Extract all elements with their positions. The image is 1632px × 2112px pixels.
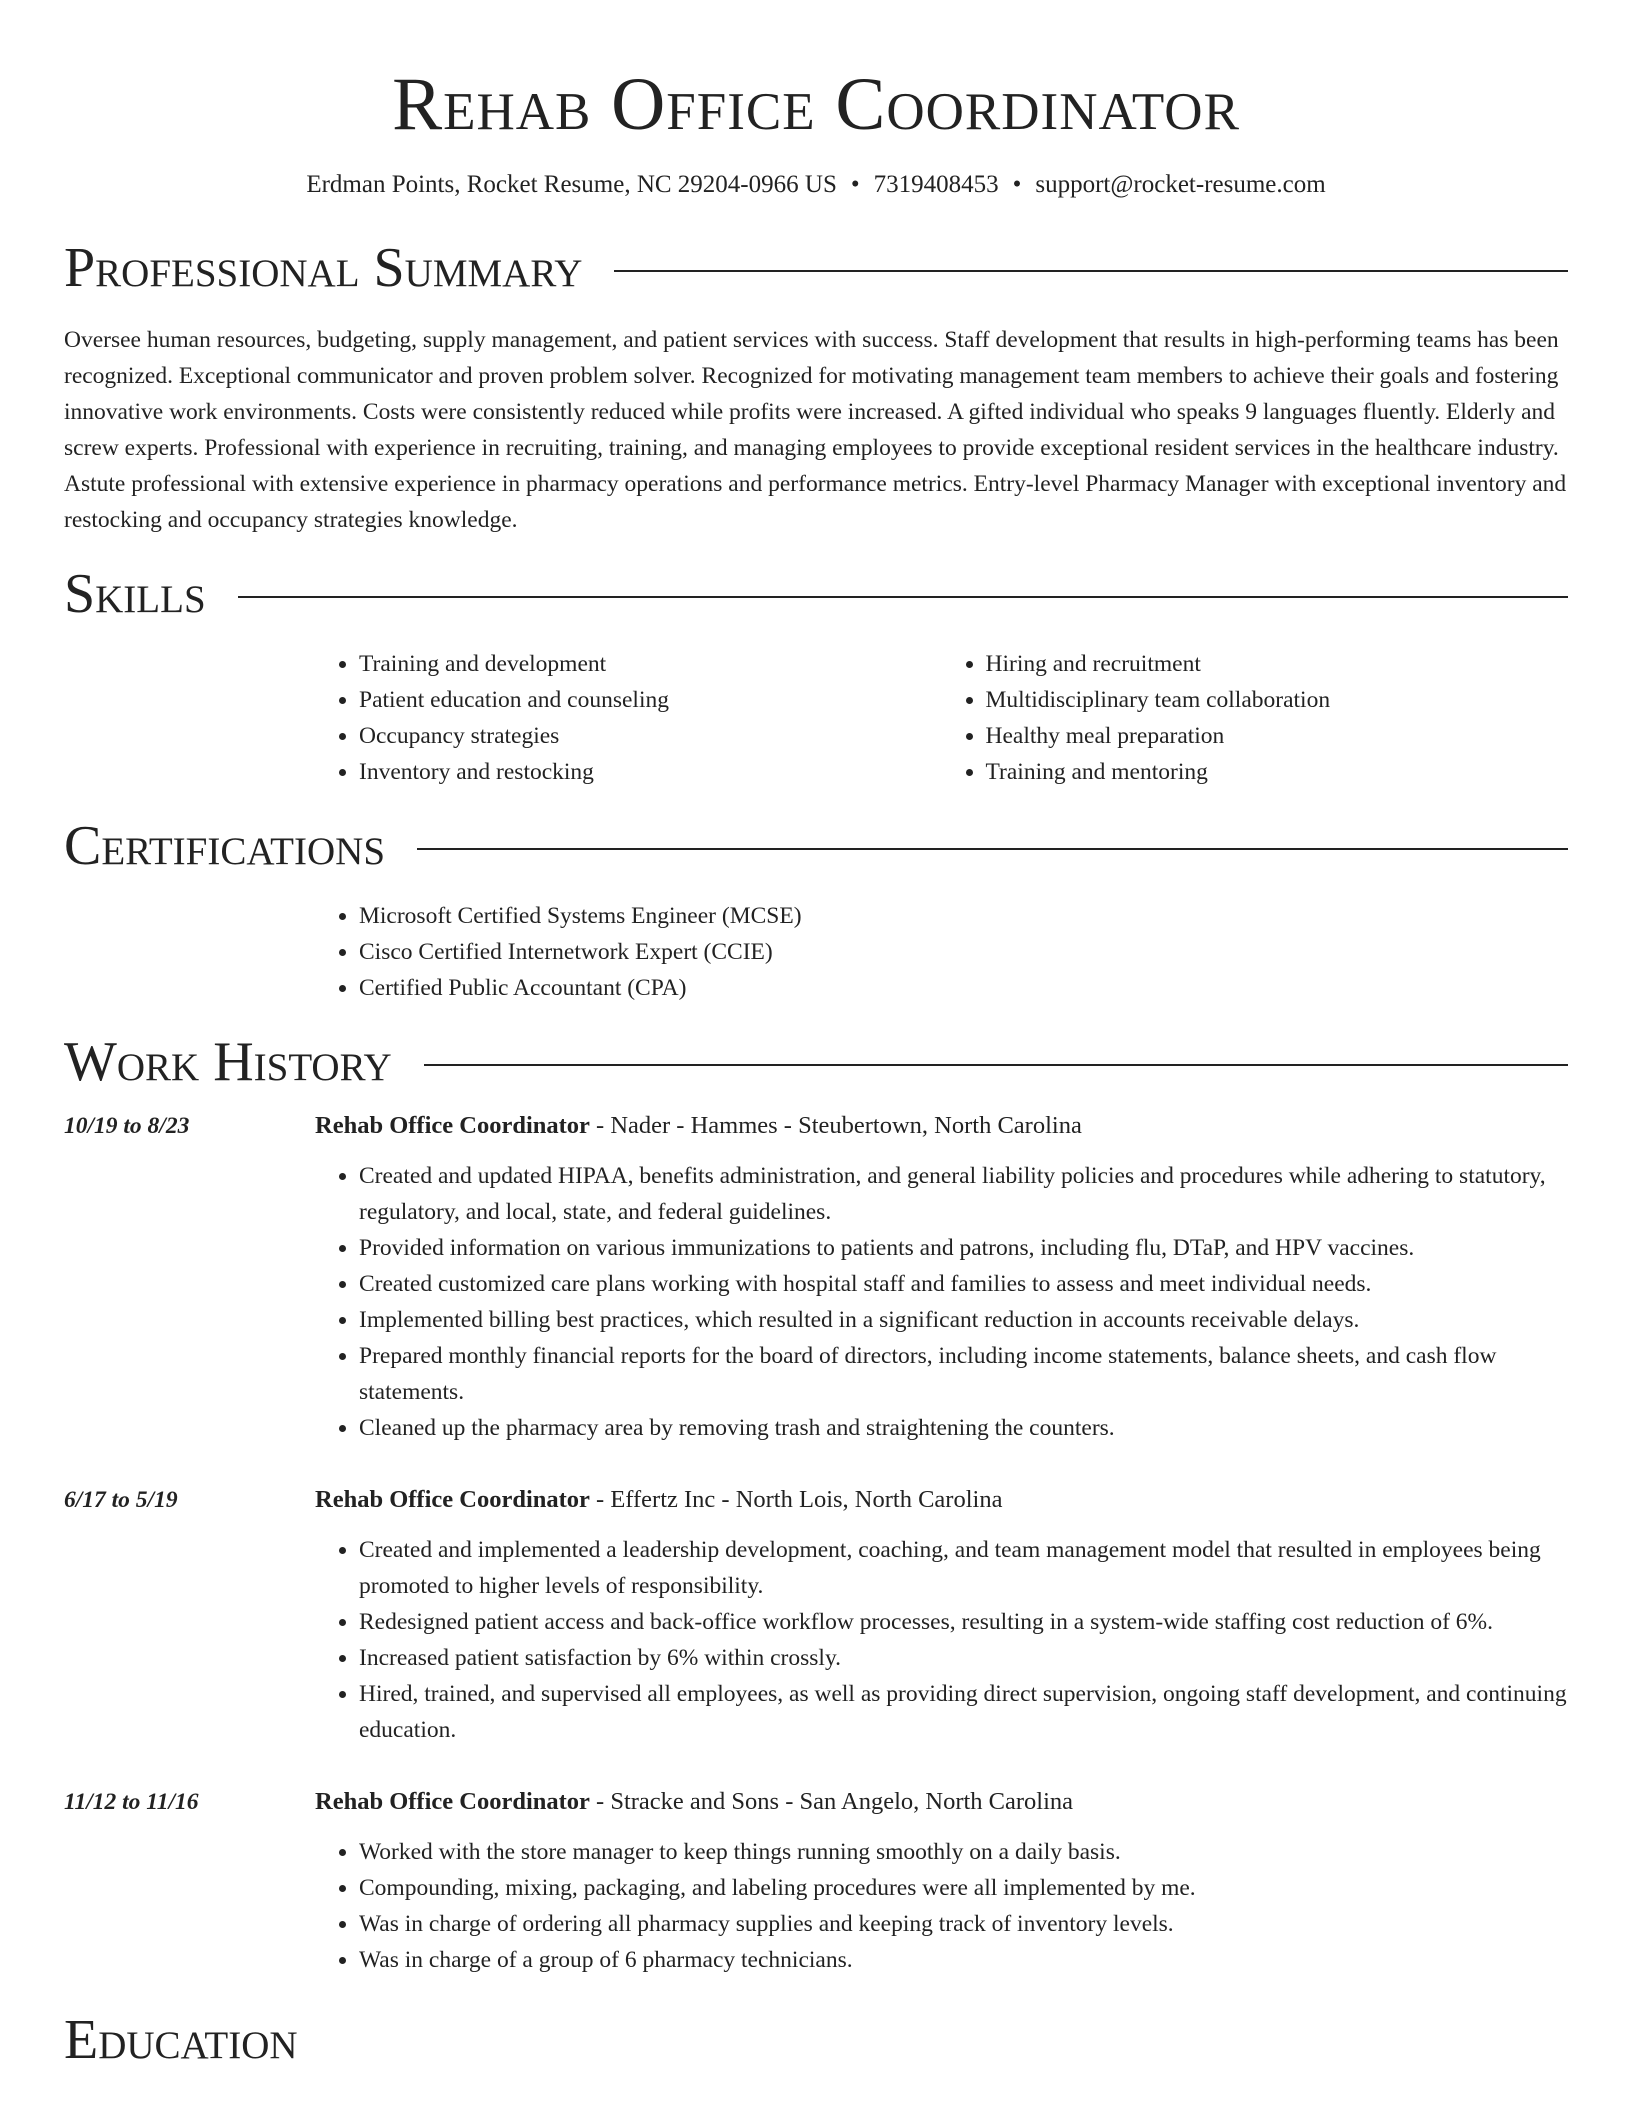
certification-item: • Certified Public Accountant (CPA) [359,970,1568,1006]
job-bullet: • Redesigned patient access and back-office workflow processes, resulting in a system-wide staffing cost reduction of 6%. [359,1604,1568,1640]
job-details: - Effertz Inc - North Lois, North Carolina [589,1486,1003,1513]
skills-column-right [942,646,1569,790]
job-bullet: • Created and implemented a leadership development, coaching, and team management model that resulted in employees being promoted to higher levels of responsibility. [359,1532,1568,1604]
skill-item: • Inventory and restocking [359,754,942,790]
certifications-list [315,898,1568,1006]
contact-separator: • [850,171,860,198]
job-bullet: • Worked with the store manager to keep things running smoothly on a daily basis. [359,1834,1568,1870]
job-body [315,1784,1568,1978]
section-divider [424,1064,1568,1066]
skill-item: • Hiring and recruitment [986,646,1569,682]
job-bullet: • Compounding, mixing, packaging, and labeling procedures were all implemented by me. [359,1870,1568,1906]
skills-list [315,646,1568,790]
job-entry [64,1108,1568,1446]
job-bullet: • Implemented billing best practices, which resulted in a significant reduction in accounts receivable delays. [359,1302,1568,1338]
job-details: - Stracke and Sons - San Angelo, North Carolina [589,1788,1074,1815]
skills-column-left [315,646,942,790]
skill-item: • Patient education and counseling [359,682,942,718]
skill-item: • Training and development [359,646,942,682]
skill-item: • Healthy meal preparation [986,718,1569,754]
certification-item: • Microsoft Certified Systems Engineer (MCSE) [359,898,1568,934]
summary-section-header [64,236,1568,300]
job-bullet: • Increased patient satisfaction by 6% within crossly. [359,1640,1568,1676]
certification-item: • Cisco Certified Internetwork Expert (CCIE) [359,934,1568,970]
job-entry [64,1482,1568,1748]
job-body [315,1108,1568,1446]
education-heading: Education [64,2009,298,2071]
contact-separator: • [1012,171,1022,198]
skills-heading: Skills [64,563,206,625]
job-details: - Nader - Hammes - Steubertown, North Carolina [589,1112,1082,1139]
contact-email[interactable]: support@rocket-resume.com [1035,171,1326,198]
job-bullets [315,1532,1568,1748]
job-bullet: • Was in charge of ordering all pharmacy supplies and keeping track of inventory levels. [359,1906,1568,1942]
skill-item: • Training and mentoring [986,754,1569,790]
job-bullet: • Provided information on various immunizations to patients and patrons, including flu, DTaP, and HPV vaccines. [359,1230,1568,1266]
job-title: Rehab Office Coordinator [315,1788,590,1815]
job-body [315,1482,1568,1748]
section-divider [238,596,1568,598]
summary-text: Oversee human resources, budgeting, supply management, and patient services with success. Staff development that results in high-performing teams has been recognized. Exceptional communicator and proven problem solver. Recognized for motivating management team members to achieve their goals and fostering innovative work environments. Costs were consistently reduced while profits were increased. A gifted individual who speaks 9 languages fluently. Elderly and screw experts. Professional with experience in recruiting, training, and managing employees to provide exceptional resident services in the healthcare industry. Astute professional with extensive experience in pharmacy operations and performance metrics. Entry-level Pharmacy Manager with exceptional inventory and restocking and occupancy strategies knowledge. [64,327,1567,533]
job-dates: 11/12 to 11/16 [64,1789,199,1815]
page-title: Rehab Office Coordinator [392,63,1240,146]
section-divider [417,848,1568,850]
job-bullet: • Hired, trained, and supervised all employees, as well as providing direct supervision, ongoing staff development, and continuing education. [359,1676,1568,1748]
summary-heading: Professional Summary [64,237,583,299]
job-dates: 10/19 to 8/23 [64,1113,190,1139]
skills-section-header [64,562,1568,626]
skill-item: • Occupancy strategies [359,718,942,754]
job-bullet: • Created and updated HIPAA, benefits administration, and general liability policies and procedures while adhering to statutory, regulatory, and local, state, and federal guidelines. [359,1158,1568,1230]
job-heading [315,1108,1568,1144]
work-history-heading: Work History [64,1031,392,1093]
contact-line [64,170,1568,200]
job-bullet: • Was in charge of a group of 6 pharmacy technicians. [359,1942,1568,1978]
contact-address: Erdman Points, Rocket Resume, NC 29204-0966 US [306,171,837,198]
education-section-header [64,2008,1568,2072]
job-heading [315,1784,1568,1820]
resume-page [64,0,1568,2072]
job-title: Rehab Office Coordinator [315,1486,590,1513]
certifications-heading: Certifications [64,815,386,877]
section-divider [614,270,1568,272]
work-history-section-header [64,1030,1568,1094]
job-bullet: • Prepared monthly financial reports for the board of directors, including income statements, balance sheets, and cash flow statements. [359,1338,1568,1410]
job-title: Rehab Office Coordinator [315,1112,590,1139]
contact-phone: 7319408453 [873,171,999,198]
job-entry [64,1784,1568,1978]
job-bullets [315,1834,1568,1978]
certifications-section-header [64,814,1568,878]
job-bullet: • Cleaned up the pharmacy area by removing trash and straightening the counters. [359,1410,1568,1446]
job-bullet: • Created customized care plans working with hospital staff and families to assess and meet individual needs. [359,1266,1568,1302]
job-bullets [315,1158,1568,1446]
skill-item: • Multidisciplinary team collaboration [986,682,1569,718]
job-heading [315,1482,1568,1518]
job-dates: 6/17 to 5/19 [64,1487,178,1513]
